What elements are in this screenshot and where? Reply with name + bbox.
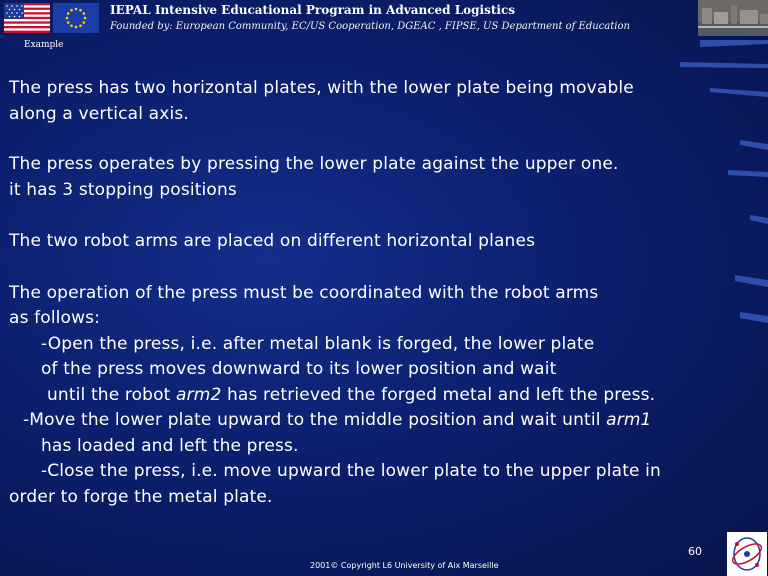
header-bar [0,0,768,40]
slide-body [9,76,765,510]
text-line: order to forge the metal plate. [9,486,273,507]
university-logo-icon [727,532,767,576]
text-line: along a vertical axis. [9,103,189,124]
header-title: IEPAL Intensive Educational Program in Advanced Logistics [110,3,516,17]
text-line: The two robot arms are placed on different horizontal planes [9,231,536,251]
arm2-term: arm2 [176,384,222,405]
text-line [9,410,652,430]
paragraph-robot-arms [9,229,765,255]
paragraph-press-plates [9,76,765,127]
text-run: has retrieved the forged metal and left the press. [221,384,656,405]
text-run: -Move the lower plate upward to the middle position and wait until [23,410,607,430]
paragraph-coordination [9,281,765,511]
text-line: of the press moves downward to its lower position and wait [41,359,557,379]
example-label: Example [24,40,64,50]
text-line: has loaded and left the press. [41,435,299,456]
header-subtitle: Founded by: European Community, EC/US Cooperation, DGEAC , FIPSE, US Department of Education [110,21,630,32]
harbor-photo [698,0,768,36]
text-line: it has 3 stopping positions [9,179,237,200]
text-line: -Close the press, i.e. move upward the lower plate to the upper plate in [41,461,661,481]
paragraph-press-operation [9,152,765,203]
text-line: The press has two horizontal plates, with the lower plate being movable [9,78,634,98]
text-run: until the robot [47,384,177,405]
text-line: as follows: [9,308,101,328]
us-flag-icon [4,3,50,33]
text-line: The press operates by pressing the lower plate against the upper one. [9,154,619,174]
copyright-footer: 2001© Copyright L6 University of Aix Marseille [310,561,499,570]
text-line [9,385,655,405]
arm1-term: arm1 [606,410,652,430]
page-number: 60 [688,545,702,558]
text-line: The operation of the press must be coordinated with the robot arms [9,282,599,303]
eu-flag-icon [53,3,99,33]
text-line: -Open the press, i.e. after metal blank is forged, the lower plate [41,333,595,354]
